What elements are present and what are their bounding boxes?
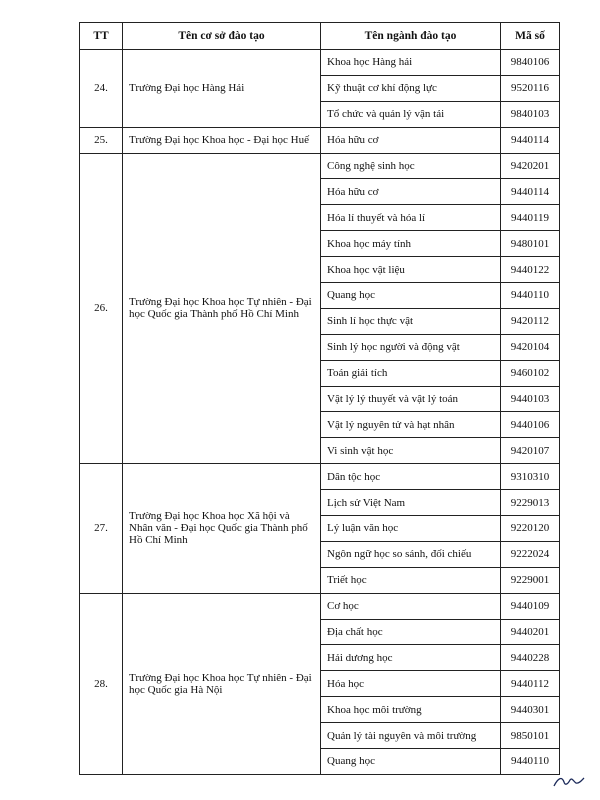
major-code: 9220120	[501, 516, 560, 542]
institution-name: Trường Đại học Khoa học Tự nhiên - Đại học Quốc gia Hà Nội	[123, 593, 321, 774]
major-name: Khoa học Hàng hải	[321, 50, 501, 76]
major-name: Sinh lý học người và động vật	[321, 334, 501, 360]
major-name: Khoa học máy tính	[321, 231, 501, 257]
major-code: 9420107	[501, 438, 560, 464]
institution-name: Trường Đại học Khoa học - Đại học Huế	[123, 127, 321, 153]
table-body	[80, 50, 560, 775]
major-code: 9850101	[501, 723, 560, 749]
major-name: Quản lý tài nguyên và môi trường	[321, 723, 501, 749]
major-name: Hóa hữu cơ	[321, 179, 501, 205]
major-code: 9440103	[501, 386, 560, 412]
major-name: Tổ chức và quản lý vận tải	[321, 101, 501, 127]
major-name: Vật lý nguyên tử và hạt nhân	[321, 412, 501, 438]
major-name: Dân tộc học	[321, 464, 501, 490]
row-number: 28.	[80, 593, 123, 774]
major-code: 9460102	[501, 360, 560, 386]
major-code: 9440201	[501, 619, 560, 645]
major-name: Hóa hữu cơ	[321, 127, 501, 153]
major-code: 9440110	[501, 749, 560, 775]
major-name: Công nghệ sinh học	[321, 153, 501, 179]
header-major: Tên ngành đào tạo	[321, 23, 501, 50]
major-name: Ngôn ngữ học so sánh, đối chiếu	[321, 541, 501, 567]
major-name: Vật lý lý thuyết và vật lý toán	[321, 386, 501, 412]
major-name: Kỹ thuật cơ khí động lực	[321, 75, 501, 101]
major-name: Khoa học vật liệu	[321, 257, 501, 283]
major-name: Quang học	[321, 283, 501, 309]
row-number: 24.	[80, 50, 123, 128]
institution-name: Trường Đại học Khoa học Xã hội và Nhân văn - Đại học Quốc gia Thành phố Hồ Chí Minh	[123, 464, 321, 593]
major-name: Lý luận văn học	[321, 516, 501, 542]
major-name: Vi sinh vật học	[321, 438, 501, 464]
major-code: 9480101	[501, 231, 560, 257]
header-code: Mã số	[501, 23, 560, 50]
major-name: Cơ học	[321, 593, 501, 619]
major-code: 9420201	[501, 153, 560, 179]
handwritten-initials	[552, 772, 586, 790]
major-code: 9440114	[501, 127, 560, 153]
major-name: Sinh lí học thực vật	[321, 308, 501, 334]
table-row	[80, 593, 560, 619]
header-tt: TT	[80, 23, 123, 50]
major-name: Lịch sử Việt Nam	[321, 490, 501, 516]
major-code: 9440301	[501, 697, 560, 723]
major-code: 9440119	[501, 205, 560, 231]
major-code: 9420112	[501, 308, 560, 334]
major-code: 9440228	[501, 645, 560, 671]
major-code: 9440109	[501, 593, 560, 619]
major-code: 9222024	[501, 541, 560, 567]
table-row	[80, 464, 560, 490]
row-number: 27.	[80, 464, 123, 593]
major-code: 9440114	[501, 179, 560, 205]
major-name: Hóa lí thuyết và hóa lí	[321, 205, 501, 231]
major-name: Hải dương học	[321, 645, 501, 671]
major-code: 9229001	[501, 567, 560, 593]
table-row	[80, 127, 560, 153]
training-programs-table	[79, 22, 560, 775]
major-code: 9440122	[501, 257, 560, 283]
major-code: 9840106	[501, 50, 560, 76]
institution-name: Trường Đại học Hàng Hải	[123, 50, 321, 128]
major-name: Quang học	[321, 749, 501, 775]
major-code: 9440106	[501, 412, 560, 438]
major-name: Khoa học môi trường	[321, 697, 501, 723]
header-institution: Tên cơ sở đào tạo	[123, 23, 321, 50]
major-name: Triết học	[321, 567, 501, 593]
major-code: 9520116	[501, 75, 560, 101]
table-row	[80, 50, 560, 76]
institution-name: Trường Đại học Khoa học Tự nhiên - Đại học Quốc gia Thành phố Hồ Chí Minh	[123, 153, 321, 464]
major-name: Toán giải tích	[321, 360, 501, 386]
row-number: 25.	[80, 127, 123, 153]
row-number: 26.	[80, 153, 123, 464]
table-row	[80, 153, 560, 179]
major-code: 9420104	[501, 334, 560, 360]
major-code: 9440112	[501, 671, 560, 697]
major-code: 9229013	[501, 490, 560, 516]
major-name: Hóa học	[321, 671, 501, 697]
major-name: Địa chất học	[321, 619, 501, 645]
major-code: 9440110	[501, 283, 560, 309]
table-header-row	[80, 23, 560, 50]
major-code: 9840103	[501, 101, 560, 127]
major-code: 9310310	[501, 464, 560, 490]
